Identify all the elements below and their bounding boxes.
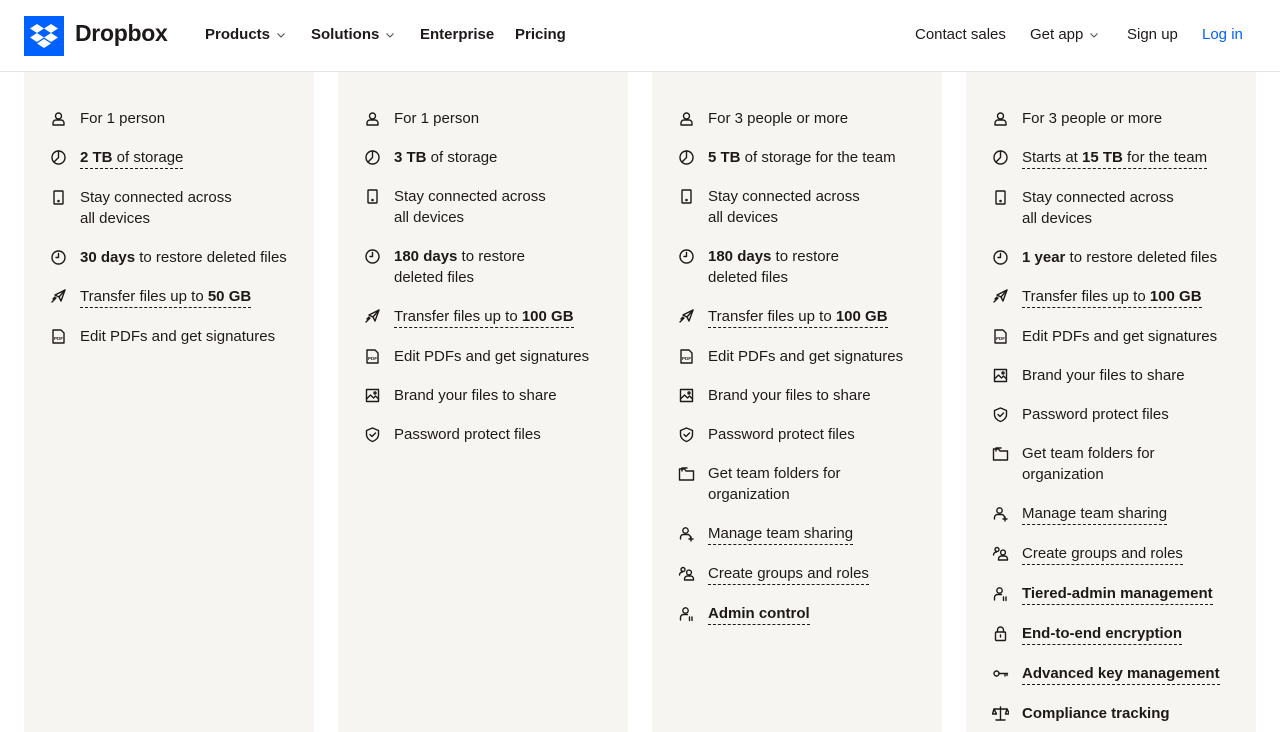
feature-text-part: for the team <box>1122 149 1208 166</box>
feature-text <box>80 187 232 229</box>
clock-icon <box>364 246 384 267</box>
feature-text-part: End-to-end encryption <box>1022 625 1182 642</box>
admin-icon <box>678 603 698 624</box>
admin-icon <box>992 583 1012 604</box>
feature-text-part: 5 TB <box>708 149 741 166</box>
feature-text-part: Transfer files up to <box>394 308 522 325</box>
feature-text[interactable] <box>1022 543 1183 565</box>
feature-text-part: 15 TB <box>1082 149 1123 166</box>
feature-item <box>992 583 1256 605</box>
feature-text <box>394 385 557 406</box>
shield-icon <box>364 424 384 445</box>
feature-item <box>678 523 942 545</box>
svg-text:PDF: PDF <box>682 356 691 361</box>
feature-text-part: 50 GB <box>207 288 252 305</box>
feature-item <box>992 663 1256 685</box>
feature-text[interactable] <box>1022 503 1167 525</box>
feature-text-part: to restore deleted files <box>135 249 287 266</box>
feature-item <box>992 326 1256 347</box>
svg-text:PDF: PDF <box>368 356 377 361</box>
feature-text-part: 180 days <box>708 248 772 265</box>
person-icon <box>992 108 1012 129</box>
feature-text[interactable] <box>1022 286 1202 308</box>
feature-text-part: Password protect files <box>394 426 541 443</box>
feature-text <box>394 346 589 367</box>
pdf-icon <box>50 326 70 347</box>
feature-text-part: Password protect files <box>1022 406 1169 423</box>
nav-label: Pricing <box>515 26 566 43</box>
feature-text[interactable] <box>708 306 888 328</box>
nav-label: Solutions <box>311 26 380 43</box>
feature-text-part: 2 TB <box>80 149 113 166</box>
feature-item <box>992 247 1256 268</box>
folder-icon <box>678 463 698 484</box>
nav-label: Contact sales <box>915 26 1006 43</box>
feature-item <box>992 703 1256 724</box>
feature-text-part: of storage <box>426 149 498 166</box>
feature-text-part: Brand your files to share <box>1022 367 1185 384</box>
feature-text[interactable] <box>1022 663 1220 685</box>
feature-text-part: of storage for the team <box>740 149 896 166</box>
feature-item <box>992 623 1256 645</box>
pdf-icon <box>992 326 1012 347</box>
feature-text[interactable] <box>80 286 251 308</box>
feature-item <box>364 147 628 168</box>
feature-text[interactable] <box>80 147 183 169</box>
group-icon <box>678 563 698 584</box>
nav-enterprise[interactable] <box>420 26 494 43</box>
feature-text <box>1022 443 1155 485</box>
chevron-down-icon <box>1089 30 1099 40</box>
feature-text-part: Edit PDFs and get signatures <box>80 328 276 345</box>
clock-icon <box>50 247 70 268</box>
feature-text-part: Edit PDFs and get signatures <box>1022 328 1218 345</box>
feature-item <box>992 543 1256 565</box>
feature-item <box>678 186 942 228</box>
feature-text <box>1022 326 1217 347</box>
feature-text-part: Manage team sharing <box>1022 505 1168 522</box>
image-icon <box>678 385 698 406</box>
feature-item <box>364 186 628 228</box>
pdf-icon <box>364 346 384 367</box>
nav-solutions[interactable] <box>311 26 395 43</box>
nav-label: Get app <box>1030 26 1084 43</box>
nav-get-app[interactable] <box>1030 26 1099 43</box>
feature-item <box>678 306 942 328</box>
feature-text-part: Password protect files <box>708 426 855 443</box>
lock-icon <box>992 623 1012 644</box>
feature-item <box>50 326 314 347</box>
nav-pricing[interactable] <box>515 26 566 43</box>
feature-text <box>708 346 903 367</box>
feature-item <box>678 346 942 367</box>
feature-item <box>50 187 314 229</box>
person-plus-icon <box>992 503 1012 524</box>
feature-text-part: Get team folders for organization <box>1022 445 1155 483</box>
feature-item <box>678 463 942 505</box>
send-icon <box>50 286 70 307</box>
feature-text-part: Brand your files to share <box>394 387 557 404</box>
feature-item <box>678 108 942 129</box>
pie-icon <box>50 147 70 168</box>
feature-item <box>992 147 1256 169</box>
feature-text-part: Manage team sharing <box>708 525 854 542</box>
nav-log-in[interactable] <box>1202 26 1243 43</box>
clock-icon <box>678 246 698 267</box>
feature-item <box>364 108 628 129</box>
feature-text <box>708 463 841 505</box>
feature-item <box>50 286 314 308</box>
key-icon <box>992 663 1012 684</box>
feature-text-part: 30 days <box>80 249 136 266</box>
feature-item <box>364 246 628 288</box>
pie-icon <box>992 147 1012 168</box>
feature-text-part: Stay connected across all devices <box>80 189 232 227</box>
feature-text <box>708 424 855 445</box>
feature-item <box>678 563 942 585</box>
feature-text-part: Create groups and roles <box>708 565 869 582</box>
feature-text[interactable] <box>1022 583 1213 605</box>
image-icon <box>992 365 1012 386</box>
feature-text-part: For 1 person <box>394 110 480 127</box>
feature-text-part: For 3 people or more <box>1022 110 1163 127</box>
feature-text-part: 100 GB <box>835 308 888 325</box>
feature-item <box>678 147 942 168</box>
feature-text-part: Transfer files up to <box>1022 288 1150 305</box>
feature-text-part: Starts at <box>1022 149 1083 166</box>
feature-text <box>394 424 541 445</box>
plan-card-1 <box>24 72 314 732</box>
send-icon <box>678 306 698 327</box>
send-icon <box>992 286 1012 307</box>
feature-text <box>1022 247 1217 268</box>
group-icon <box>992 543 1012 564</box>
feature-text <box>394 246 525 288</box>
feature-text <box>1022 108 1162 129</box>
feature-item <box>364 346 628 367</box>
feature-text-part: Stay connected across all devices <box>1022 189 1174 227</box>
feature-text-part: Advanced key management <box>1022 665 1220 682</box>
feature-text <box>394 108 479 129</box>
feature-item <box>992 365 1256 386</box>
image-icon <box>364 385 384 406</box>
feature-text[interactable] <box>708 563 869 585</box>
feature-text-part: Stay connected across all devices <box>708 188 860 226</box>
feature-item <box>50 247 314 268</box>
nav-label: Products <box>205 26 271 43</box>
feature-text[interactable] <box>708 523 853 545</box>
dropbox-logo-icon[interactable] <box>24 16 64 56</box>
feature-text-part: Tiered-admin management <box>1022 585 1213 602</box>
clock-icon <box>992 247 1012 268</box>
phone-icon <box>678 186 698 207</box>
feature-text <box>1022 703 1170 724</box>
feature-text[interactable] <box>1022 623 1182 645</box>
feature-item <box>678 424 942 445</box>
nav-label: Sign up <box>1127 26 1178 43</box>
feature-item <box>992 187 1256 229</box>
feature-text <box>394 186 546 228</box>
pie-icon <box>364 147 384 168</box>
person-icon <box>50 108 70 129</box>
send-icon <box>364 306 384 327</box>
feature-text-part: Brand your files to share <box>708 387 871 404</box>
feature-item <box>992 503 1256 525</box>
brand-name[interactable]: Dropbox <box>75 20 168 46</box>
feature-text-part: Compliance tracking <box>1022 705 1170 722</box>
feature-text-part: 100 GB <box>521 308 574 325</box>
feature-text <box>708 186 860 228</box>
feature-item <box>364 385 628 406</box>
feature-text <box>708 147 896 168</box>
feature-text <box>708 385 871 406</box>
feature-text <box>1022 404 1169 425</box>
top-nav <box>0 0 1280 72</box>
nav-contact-sales[interactable] <box>915 26 1006 43</box>
feature-text-part: of storage <box>112 149 184 166</box>
pdf-icon <box>678 346 698 367</box>
feature-text-part: 180 days <box>394 248 458 265</box>
feature-item <box>678 385 942 406</box>
feature-item <box>992 443 1256 485</box>
feature-text-part: For 1 person <box>80 110 166 127</box>
feature-text[interactable] <box>708 603 810 625</box>
feature-text-part: Edit PDFs and get signatures <box>708 348 904 365</box>
feature-text <box>394 147 497 168</box>
feature-text <box>80 326 275 347</box>
feature-text-part: Transfer files up to <box>708 308 836 325</box>
pie-icon <box>678 147 698 168</box>
feature-text-part: to restore deleted files <box>394 248 525 286</box>
nav-products[interactable] <box>205 26 286 43</box>
shield-icon <box>992 404 1012 425</box>
feature-text-part: Transfer files up to <box>80 288 208 305</box>
feature-item <box>992 404 1256 425</box>
feature-text-part: Create groups and roles <box>1022 545 1183 562</box>
feature-text <box>80 247 287 268</box>
feature-text <box>708 108 848 129</box>
chevron-down-icon <box>276 30 286 40</box>
feature-item <box>678 603 942 625</box>
phone-icon <box>992 187 1012 208</box>
person-icon <box>364 108 384 129</box>
feature-text-part: 1 year <box>1022 249 1066 266</box>
feature-text-part: Admin control <box>708 605 810 622</box>
svg-text:PDF: PDF <box>996 336 1005 341</box>
feature-text[interactable] <box>394 306 574 328</box>
nav-label: Log in <box>1202 26 1243 43</box>
shield-icon <box>678 424 698 445</box>
nav-label: Enterprise <box>420 26 495 43</box>
feature-text-part: to restore deleted files <box>1065 249 1218 266</box>
feature-item <box>364 306 628 328</box>
feature-text-part: to restore deleted files <box>708 248 839 286</box>
plan-card-3 <box>652 72 942 732</box>
feature-text <box>708 246 839 288</box>
feature-item <box>992 108 1256 129</box>
feature-item <box>678 246 942 288</box>
plan-card-2 <box>338 72 628 732</box>
feature-text[interactable] <box>1022 147 1207 169</box>
phone-icon <box>364 186 384 207</box>
nav-sign-up[interactable] <box>1127 26 1178 43</box>
person-plus-icon <box>678 523 698 544</box>
feature-text-part: 100 GB <box>1149 288 1202 305</box>
phone-icon <box>50 187 70 208</box>
feature-text-part: Stay connected across all devices <box>394 188 546 226</box>
feature-text <box>1022 187 1174 229</box>
svg-text:PDF: PDF <box>54 336 63 341</box>
feature-item <box>992 286 1256 308</box>
feature-text-part: Edit PDFs and get signatures <box>394 348 590 365</box>
feature-text <box>1022 365 1185 386</box>
feature-item <box>50 147 314 169</box>
feature-text-part: For 3 people or more <box>708 110 849 127</box>
plan-card-4 <box>966 72 1256 732</box>
feature-text-part: Get team folders for organization <box>708 465 841 503</box>
scale-icon <box>992 703 1012 724</box>
feature-item <box>364 424 628 445</box>
feature-item <box>50 108 314 129</box>
chevron-down-icon <box>385 30 395 40</box>
person-icon <box>678 108 698 129</box>
feature-text-part: 3 TB <box>394 149 427 166</box>
folder-icon <box>992 443 1012 464</box>
feature-text <box>80 108 165 129</box>
